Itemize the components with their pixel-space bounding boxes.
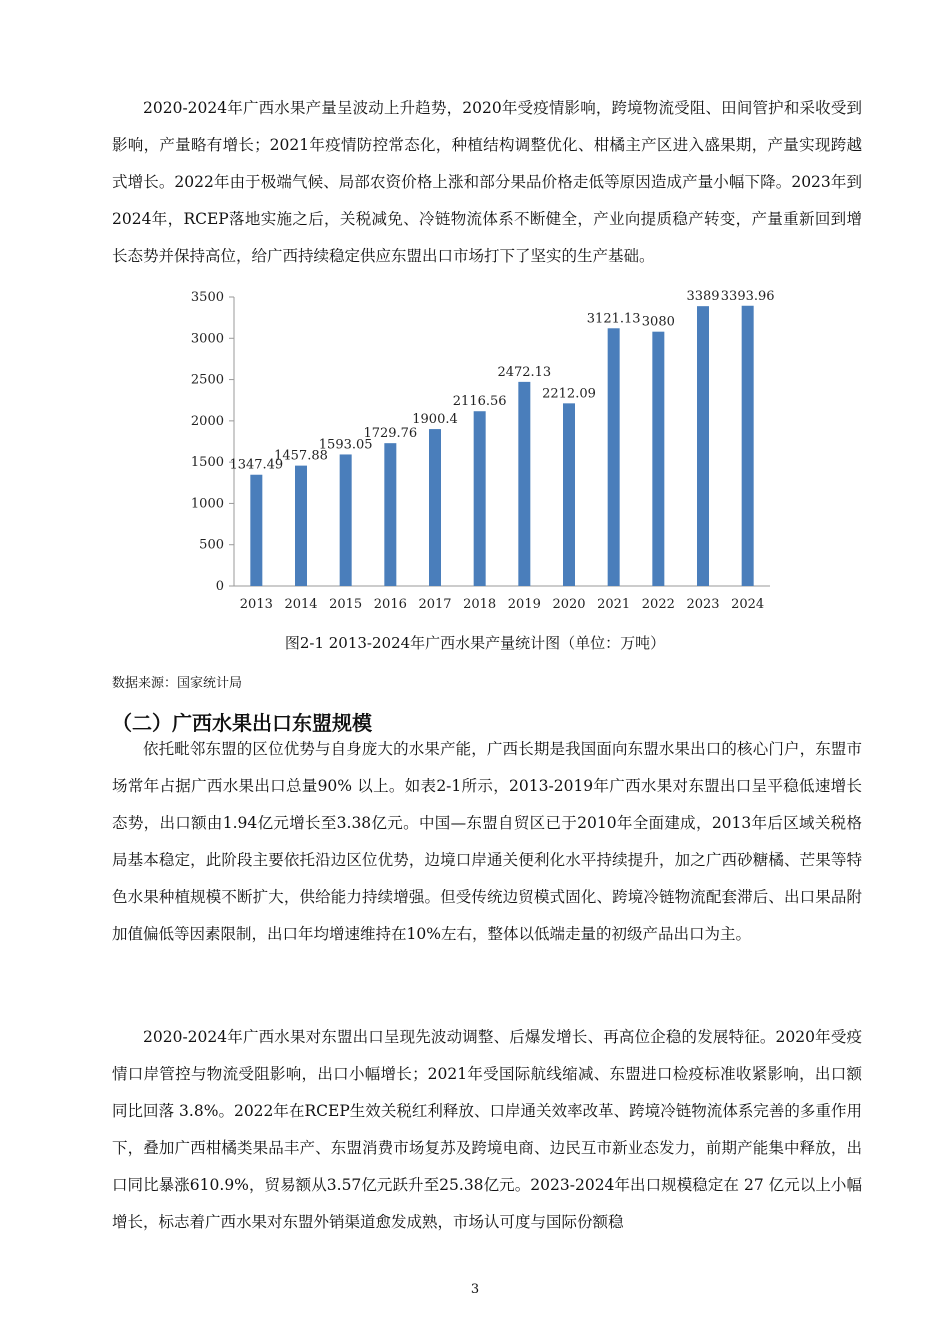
data-label-2013: 1347.49 — [229, 457, 284, 473]
data-label-2023: 3389 — [686, 289, 720, 305]
paragraph-export-history: 依托毗邻东盟的区位优势与自身庞大的水果产能，广西长期是我国面向东盟水果出口的核心门户，东盟市场常年占据广西水果出口总量90% 以上。如表2-1所示，2013-2019年广西水果对东盟出口呈平稳低速增长态势，出口额由1.94亿元增长至3.38亿元。中国—东盟自贸区已于2010年全面建成，2013年后区域关税格局基本稳定，此阶段主要依托沿边区位优势，边境口岸通关便利化水平持续提升，加之广西砂糖橘、芒果等特色水果种植规模不断扩大，供给能力持续增强。但受传统边贸模式固化、跨境冷链物流配套滞后、出口果品附加值偏低等因素限制，出口年均增速维持在10%左右，整体以低端走量的初级产品出口为主。 — [112, 740, 862, 943]
bar-2016 — [384, 443, 396, 586]
x-tick-label-2017: 2017 — [418, 597, 452, 612]
data-label-2017: 1900.4 — [412, 412, 458, 428]
section-heading: （二）广西水果出口东盟规模 — [112, 711, 372, 735]
x-tick-label-2022: 2022 — [641, 597, 675, 612]
y-tick-label: 3000 — [190, 331, 224, 347]
x-tick-label-2019: 2019 — [507, 597, 541, 612]
bar-2023 — [697, 306, 709, 586]
x-tick-label-2014: 2014 — [284, 597, 318, 612]
x-tick-label-2023: 2023 — [686, 597, 720, 612]
data-label-2024: 3393.96 — [720, 288, 775, 304]
x-tick-label-2020: 2020 — [552, 597, 586, 612]
x-tick-label-2013: 2013 — [239, 597, 273, 612]
y-tick-label: 0 — [215, 579, 224, 594]
x-tick-label-2024: 2024 — [731, 597, 765, 612]
data-label-2018: 2116.56 — [452, 394, 507, 410]
y-tick-label: 3500 — [190, 290, 224, 305]
data-label-2016: 1729.76 — [363, 426, 418, 442]
y-tick-label: 2000 — [190, 413, 224, 429]
x-tick-label-2015: 2015 — [329, 597, 363, 612]
data-source-note: 数据来源：国家统计局 — [112, 676, 243, 691]
bar-2015 — [340, 454, 352, 586]
paragraph-export-recent: 2020-2024年广西水果对东盟出口呈现先波动调整、后爆发增长、再高位企稳的发展特征。2020年受疫情口岸管控与物流受阻影响，出口小幅增长；2021年受国际航线缩减、东盟进口检疫标准收紧影响，出口额同比回落 3.8%。2022年在RCEP生效关税红利释放、口岸通关效率改革、跨境冷链物流体系完善的多重作用下，叠加广西柑橘类果品丰产、东盟消费市场复苏及跨境电商、边民互市新业态发力，前期产能集中释放，出口同比暴涨610.9%，贸易额从3.57亿元跃升至25.38亿元。2023-2024年出口规模稳定在 27 亿元以上小幅增长，标志着广西水果对东盟外销渠道愈发成熟，市场认可度与国际份额稳 — [112, 1028, 862, 1231]
x-tick-label-2021: 2021 — [597, 597, 631, 612]
paragraph-production-trend: 2020-2024年广西水果产量呈波动上升趋势，2020年受疫情影响，跨境物流受阻、田间管护和采收受到影响，产量略有增长；2021年疫情防控常态化，种植结构调整优化、柑橘主产区进入盛果期，产量实现跨越式增长。2022年由于极端气候、局部农资价格上涨和部分果品价格走低等原因造成产量小幅下降。2023年到2024年，RCEP落地实施之后，关税减免、冷链物流体系不断健全，产业向提质稳产转变，产量重新回到增长态势并保持高位，给广西持续稳定供应东盟出口市场打下了坚实的生产基础。 — [112, 99, 862, 265]
bar-2020 — [563, 403, 575, 586]
figure-caption: 图2-1 2013-2024年广西水果产量统计图（单位：万吨） — [284, 634, 666, 652]
data-label-2020: 2212.09 — [542, 386, 596, 402]
data-label-2015: 1593.05 — [318, 437, 373, 453]
bar-2013 — [250, 475, 262, 586]
bar-2024 — [742, 306, 754, 586]
data-label-2014: 1457.88 — [274, 448, 328, 464]
x-tick-label-2018: 2018 — [463, 597, 497, 612]
bar-2021 — [608, 328, 620, 586]
x-tick-label-2016: 2016 — [373, 597, 407, 612]
bar-2018 — [474, 411, 486, 586]
data-label-2021: 3121.13 — [586, 311, 641, 327]
y-tick-label: 1500 — [190, 455, 224, 471]
bar-2022 — [652, 332, 664, 586]
production-bar-chart — [180, 280, 780, 620]
y-tick-label: 1000 — [190, 496, 224, 512]
y-tick-label: 2500 — [190, 372, 224, 388]
bar-2017 — [429, 429, 441, 586]
page-number: 3 — [470, 1282, 480, 1297]
y-tick-label: 500 — [199, 537, 224, 553]
bar-2014 — [295, 466, 307, 586]
bar-2019 — [518, 382, 530, 586]
data-label-2019: 2472.13 — [497, 364, 552, 380]
data-label-2022: 3080 — [641, 314, 675, 330]
